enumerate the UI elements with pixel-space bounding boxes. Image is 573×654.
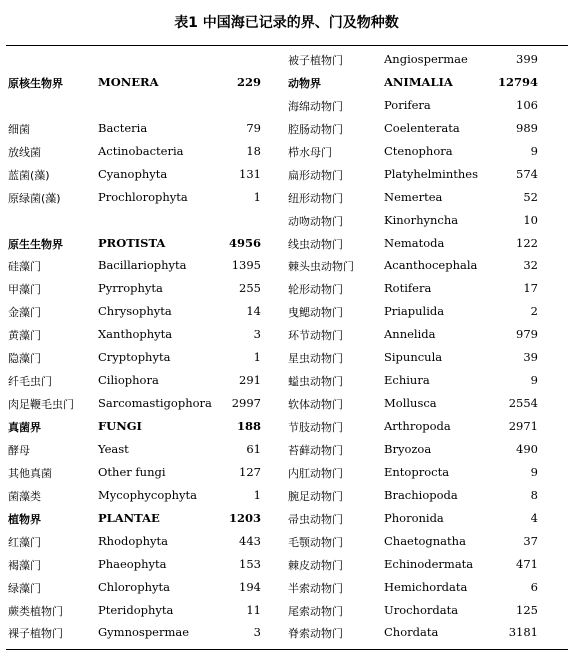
chinese-name-cell: 黄藻门 [8,329,41,343]
chinese-name-cell: 细菌 [8,122,30,136]
table-row [6,163,286,186]
species-count-cell: 18 [246,143,261,158]
chinese-name-cell: 原核生物界 [8,76,63,90]
latin-name-cell: Cyanophyta [98,166,168,181]
species-count-cell: 1 [253,487,261,502]
table-row [286,553,566,576]
species-count-cell: 399 [516,52,538,66]
table-row [6,484,286,507]
table-bottom-rule [6,649,568,650]
chinese-name-cell: 毛颚动物门 [288,535,343,549]
latin-name-cell: Echiura [384,373,430,388]
table-row [6,209,286,232]
latin-name-cell: PROTISTA [98,235,166,250]
table-row [6,438,286,461]
species-count-cell: 3181 [508,625,538,640]
latin-name-cell: FUNGI [98,419,142,433]
latin-name-cell: Pteridophyta [98,602,174,617]
table-row [286,392,566,415]
latin-name-cell: Gymnospermae [98,625,190,640]
table-row [6,254,286,277]
table-row [286,507,566,530]
latin-name-cell: Hemichordata [384,579,468,594]
latin-name-cell: Other fungi [98,464,166,479]
latin-name-cell: Nemertea [384,189,443,204]
species-count-cell: 52 [523,189,538,204]
species-count-cell: 4956 [228,235,261,250]
chinese-name-cell: 曳鳃动物门 [288,306,343,320]
table-top-rule [6,45,568,46]
latin-name-cell: Angiospermae [384,52,468,66]
latin-name-cell: Xanthophyta [98,327,173,342]
latin-name-cell: ANIMALIA [384,74,453,89]
chinese-name-cell: 尾索动物门 [288,604,343,618]
table-row [286,186,566,209]
latin-name-cell: Actinobacteria [98,143,184,158]
table-row [286,369,566,392]
species-count-cell: 2554 [508,396,538,411]
kingdom-row [6,71,286,94]
species-count-cell: 1 [253,189,261,204]
species-count-cell: 194 [239,579,261,594]
latin-name-cell: PLANTAE [98,510,160,525]
chinese-name-cell: 蓝菌(藻) [8,168,50,182]
latin-name-cell: Yeast [98,441,129,456]
chinese-name-cell: 帚虫动物门 [288,512,343,526]
latin-name-cell: Prochlorophyta [98,189,188,204]
latin-name-cell: Arthropoda [384,419,451,433]
chinese-name-cell: 甲藻门 [8,283,41,297]
table-row [286,117,566,140]
chinese-name-cell: 原生生物界 [8,237,63,251]
table-title: 表1 中国海已记录的界、门及物种数 [174,15,399,31]
latin-name-cell: Urochordata [384,602,459,617]
species-count-cell: 153 [239,556,261,571]
table-row [286,48,566,71]
species-count-cell: 188 [236,419,261,433]
chinese-name-cell: 原绿菌(藻) [8,191,61,205]
chinese-name-cell: 苔藓动物门 [288,443,343,457]
species-count-cell: 255 [239,281,261,296]
chinese-name-cell: 绿藻门 [8,581,41,595]
table-row [6,48,286,71]
latin-name-cell: Kinorhyncha [384,212,459,227]
chinese-name-cell: 植物界 [8,512,41,526]
species-count-cell: 17 [523,281,538,296]
species-count-cell: 443 [239,533,261,548]
species-count-cell: 39 [523,350,538,365]
latin-name-cell: Acanthocephala [384,258,478,273]
latin-name-cell: Brachiopoda [384,487,458,502]
table-row [6,277,286,300]
table-row [286,94,566,117]
table-row [286,461,566,484]
latin-name-cell: Cryptophyta [98,350,171,365]
chinese-name-cell: 棘头虫动物门 [288,260,354,274]
table-row [6,346,286,369]
chinese-name-cell: 菌藻类 [8,489,41,503]
species-count-cell: 37 [523,533,538,548]
table-row [286,438,566,461]
species-count-cell: 2971 [508,419,538,433]
latin-name-cell: Porifera [384,97,431,112]
chinese-name-cell: 金藻门 [8,306,41,320]
table-row [286,140,566,163]
latin-name-cell: Mollusca [384,396,437,411]
chinese-name-cell: 海绵动物门 [288,99,343,113]
species-count-cell: 979 [516,327,538,342]
chinese-name-cell: 环节动物门 [288,329,343,343]
chinese-name-cell: 节肢动物门 [288,421,343,434]
species-count-cell: 989 [516,120,538,135]
table-row [6,323,286,346]
table-row [6,300,286,323]
table-row [6,599,286,622]
species-count-cell: 291 [239,373,261,388]
table-row [286,209,566,232]
chinese-name-cell: 半索动物门 [288,581,343,595]
chinese-name-cell: 纤毛虫门 [8,375,52,389]
latin-name-cell: Bryozoa [384,441,432,456]
table-row [6,117,286,140]
species-count-cell: 490 [516,441,538,456]
species-count-cell: 9 [530,464,538,479]
chinese-name-cell: 腕足动物门 [288,489,343,503]
chinese-name-cell: 棘皮动物门 [288,558,343,572]
chinese-name-cell: 线虫动物门 [288,237,343,251]
table-row [6,94,286,117]
species-count-cell: 14 [246,304,261,319]
table-right-column [286,48,566,644]
chinese-name-cell: 放线菌 [8,145,41,159]
latin-name-cell: Rhodophyta [98,533,169,548]
chinese-name-cell: 星虫动物门 [288,352,343,366]
table-row [6,553,286,576]
chinese-name-cell: 硅藻门 [8,260,41,274]
chinese-name-cell: 红藻门 [8,535,41,549]
table-row [286,277,566,300]
species-count-cell: 131 [239,166,261,181]
kingdom-row [6,507,286,530]
table-row [286,415,566,438]
species-count-cell: 1 [253,350,261,365]
table-row [286,323,566,346]
species-count-cell: 9 [530,143,538,158]
species-count-cell: 229 [236,74,261,89]
species-count-cell: 125 [516,602,538,617]
table-row [286,346,566,369]
species-count-cell: 32 [523,258,538,273]
species-count-cell: 3 [253,625,261,640]
latin-name-cell: Phoronida [384,510,444,525]
table-row [286,254,566,277]
table-row [6,186,286,209]
chinese-name-cell: 栉水母门 [288,145,332,159]
latin-name-cell: Bacillariophyta [98,258,187,273]
chinese-name-cell: 内肛动物门 [288,466,343,480]
table-row [286,576,566,599]
species-count-cell: 2 [530,304,538,319]
species-count-cell: 9 [530,373,538,388]
latin-name-cell: Mycophycophyta [98,487,198,502]
latin-name-cell: Platyhelminthes [384,166,479,181]
table-row [286,599,566,622]
latin-name-cell: Sipuncula [384,350,443,365]
species-count-cell: 574 [516,166,538,181]
chinese-name-cell: 动吻动物门 [288,214,343,228]
species-count-cell: 79 [246,120,261,135]
latin-name-cell: MONERA [98,74,159,89]
latin-name-cell: Pyrrophyta [98,281,163,296]
chinese-name-cell: 被子植物门 [288,54,343,67]
species-count-cell: 471 [516,556,538,571]
chinese-name-cell: 肉足鞭毛虫门 [8,398,74,412]
table-row [286,163,566,186]
latin-name-cell: Chlorophyta [98,579,170,594]
latin-name-cell: Phaeophyta [98,556,167,571]
species-count-cell: 61 [246,441,261,456]
latin-name-cell: Sarcomastigophora [98,396,212,411]
table-row [286,300,566,323]
chinese-name-cell: 轮形动物门 [288,283,343,297]
table-left-column [6,48,286,644]
table-row [6,461,286,484]
species-count-cell: 122 [516,235,538,250]
species-count-cell: 1395 [231,258,261,273]
species-count-cell: 10 [523,212,538,227]
chinese-name-cell: 真菌界 [8,421,41,434]
latin-name-cell: Priapulida [384,304,445,319]
latin-name-cell: Nematoda [384,235,445,250]
kingdom-row [6,232,286,255]
chinese-name-cell: 隐藻门 [8,352,41,366]
table-row [6,140,286,163]
table-row [286,484,566,507]
table-row [6,576,286,599]
latin-name-cell: Chaetognatha [384,533,466,548]
table-row [6,530,286,553]
table-row [286,232,566,255]
chinese-name-cell: 其他真菌 [8,466,52,480]
kingdom-row [6,415,286,438]
latin-name-cell: Annelida [384,327,436,342]
table-row [286,621,566,644]
latin-name-cell: Chordata [384,625,439,640]
chinese-name-cell: 酵母 [8,443,30,457]
chinese-name-cell: 腔肠动物门 [288,122,343,136]
latin-name-cell: Entoprocta [384,464,450,479]
species-count-cell: 2997 [231,396,261,411]
species-count-cell: 3 [253,327,261,342]
species-count-cell: 8 [530,487,538,502]
chinese-name-cell: 裸子植物门 [8,627,63,641]
latin-name-cell: Ciliophora [98,373,159,388]
kingdom-row [286,71,566,94]
table-row [286,530,566,553]
species-count-cell: 4 [530,510,538,525]
species-count-cell: 106 [516,97,538,112]
table-row [6,369,286,392]
latin-name-cell: Chrysophyta [98,304,172,319]
species-count-cell: 11 [246,602,261,617]
chinese-name-cell: 褐藻门 [8,558,41,572]
table-row [6,392,286,415]
latin-name-cell: Echinodermata [384,556,474,571]
chinese-name-cell: 蕨类植物门 [8,604,63,618]
chinese-name-cell: 纽形动物门 [288,191,343,205]
chinese-name-cell: 螠虫动物门 [288,375,343,389]
species-count-cell: 6 [530,579,538,594]
chinese-name-cell: 软体动物门 [288,398,343,412]
latin-name-cell: Ctenophora [384,143,453,158]
chinese-name-cell: 动物界 [288,76,321,90]
latin-name-cell: Coelenterata [384,120,460,135]
species-count-cell: 127 [239,464,261,479]
latin-name-cell: Bacteria [98,120,148,135]
chinese-name-cell: 扁形动物门 [288,168,343,182]
species-count-cell: 12794 [497,74,538,89]
chinese-name-cell: 脊索动物门 [288,627,343,641]
table-row [6,621,286,644]
latin-name-cell: Rotifera [384,281,432,296]
species-count-cell: 1203 [228,510,261,525]
